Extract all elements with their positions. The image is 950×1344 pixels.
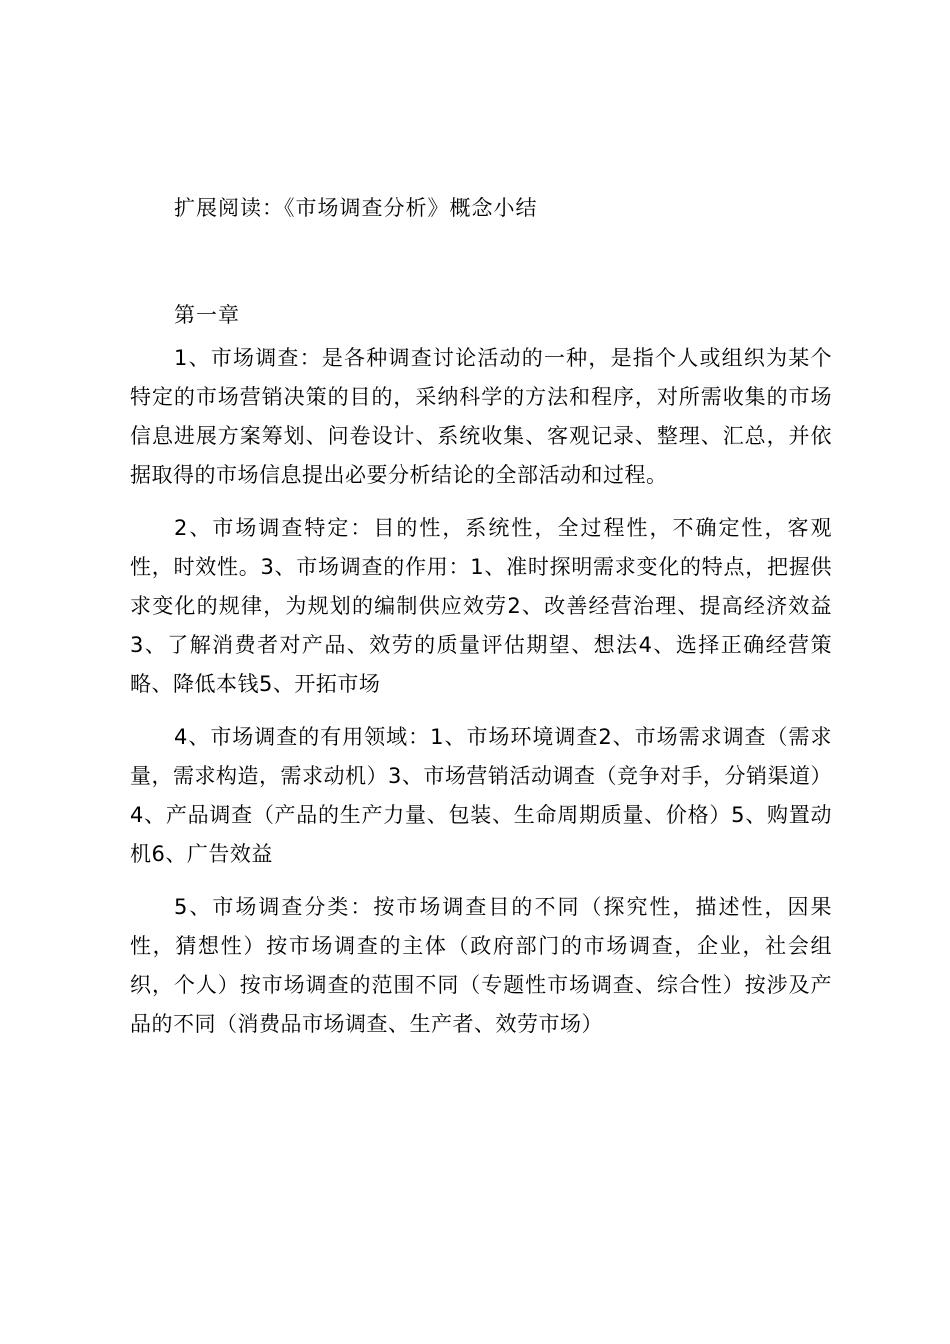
paragraph-market-research-classification: 5、市场调查分类：按市场调查目的不同（探究性，描述性，因果性，猜想性）按市场调查的主体（政府部门的市场调查，企业，社会组织，个人）按市场调查的范围不同（专题性市场调查、综合性）按涉及产品的不同（消费品市场调查、生产者、效劳市场） — [130, 895, 832, 1036]
document-title: 扩展阅读：《市场调查分析》概念小结 — [174, 196, 538, 220]
chapter-heading: 第一章 — [174, 303, 240, 327]
document-body — [130, 190, 832, 1044]
paragraph-market-research-characteristics: 2、市场调查特定：目的性，系统性，全过程性，不确定性，客观性，时效性。3、市场调查的作用：1、准时探明需求变化的特点，把握供求变化的规律，为规划的编制供应效劳2、改善经营治理、提高经济效益3、了解消费者对产品、效劳的质量评估期望、想法4、选择正确经营策略、降低本钱5、开拓市场 — [130, 516, 832, 696]
paragraph-market-research-definition: 1、市场调查：是各种调查讨论活动的一种，是指个人或组织为某个特定的市场营销决策的目的，采纳科学的方法和程序，对所需收集的市场信息进展方案筹划、问卷设计、系统收集、客观记录、整理、汇总，并依据取得的市场信息提出必要分析结论的全部活动和过程。 — [130, 346, 832, 487]
paragraph-market-research-fields: 4、市场调查的有用领域：1、市场环境调查2、市场需求调查（需求量，需求构造，需求动机）3、市场营销活动调查（竞争对手，分销渠道）4、产品调查（产品的生产力量、包装、生命周期质量、价格）5、购置动机6、广告效益 — [130, 725, 832, 866]
